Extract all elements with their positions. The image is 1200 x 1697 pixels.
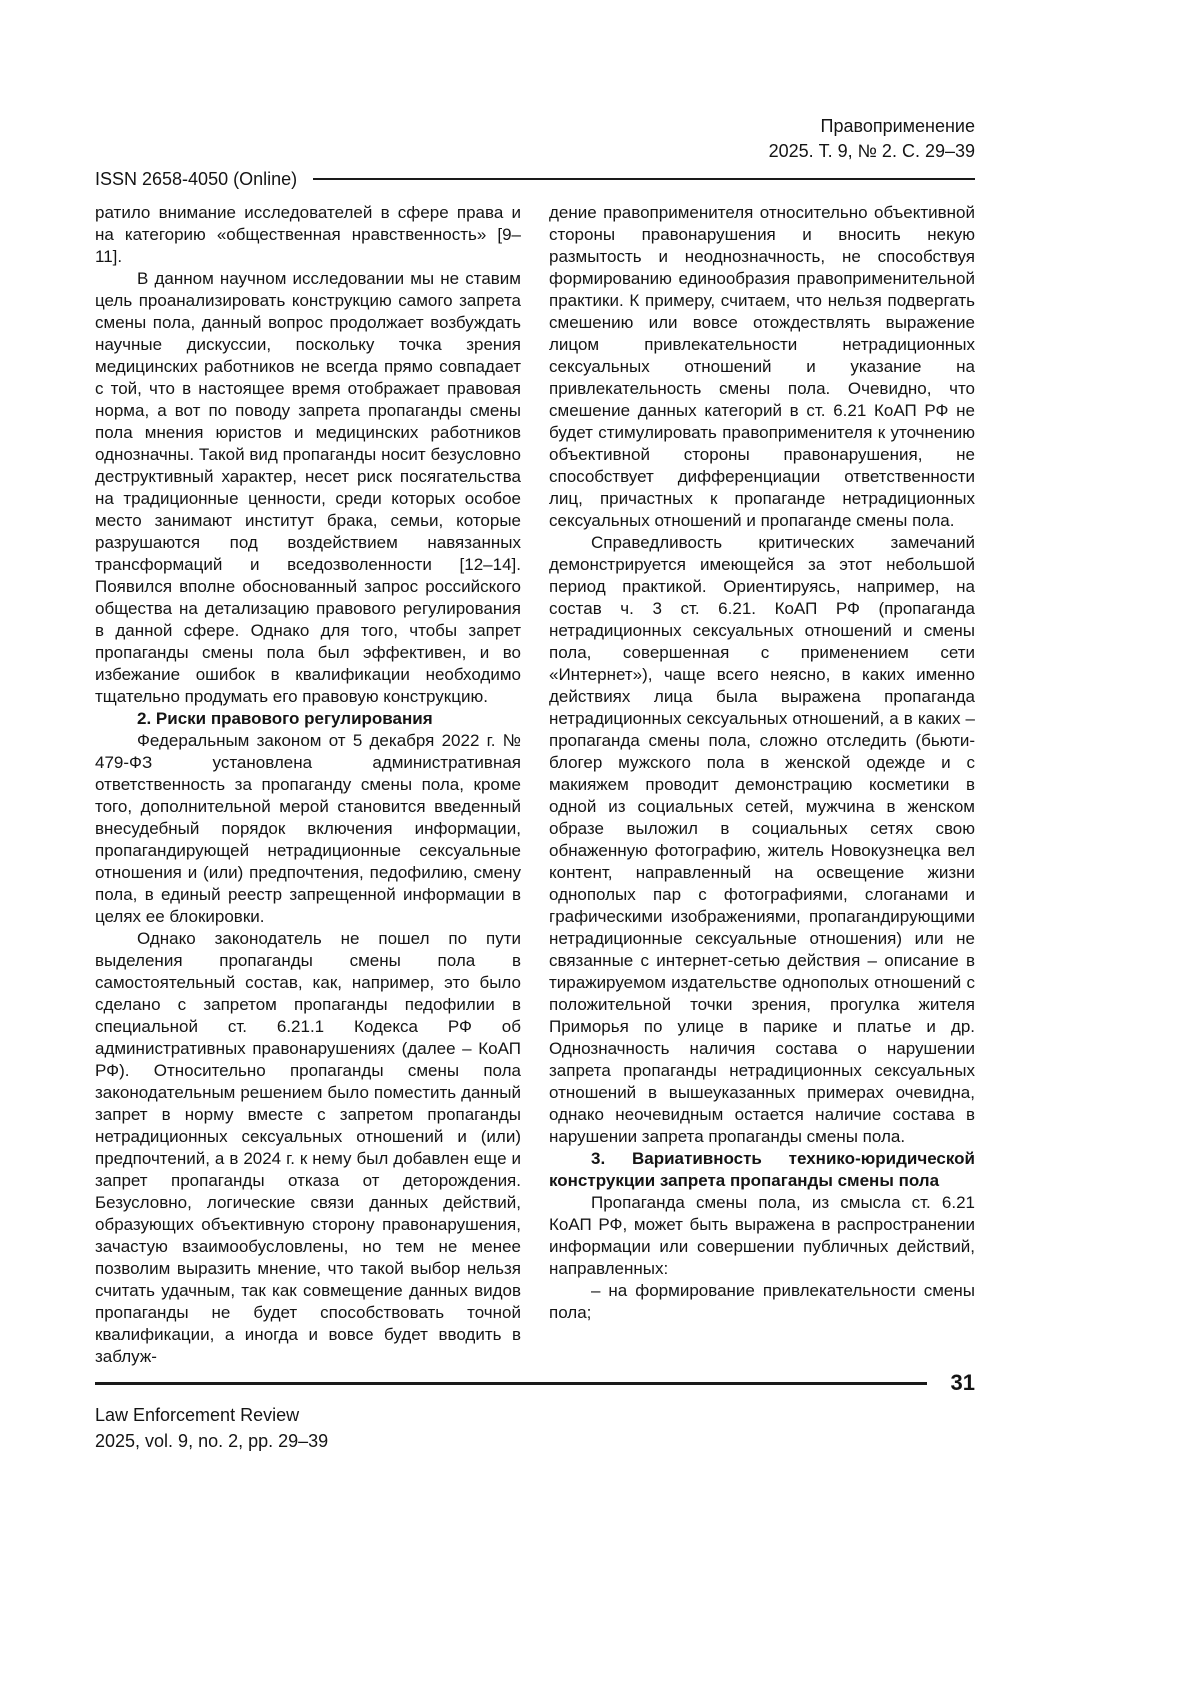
- paragraph: Пропаганда смены пола, из смысла ст. 6.21 КоАП РФ, может быть выражена в распространении информации или совершении публичных действий, направленных:: [549, 1193, 975, 1278]
- journal-title-ru: Правоприменение: [820, 116, 975, 136]
- list-item: – на формирование привлекательности смены пола;: [549, 1281, 975, 1322]
- paragraph: Однако законодатель не пошел по пути выделения пропаганды смены пола в самостоятельный состав, как, например, это было сделано с запретом пропаганды педофилии в специальной ст. 6.21.1 Кодекса РФ об административных правонарушениях (далее – КоАП РФ). Относительно пропаганды смены пола законодательным решением было поместить данный запрет в норму вместе с запретом пропаганды нетрадиционных сексуальных отношений и (или) предпочтений, а в 2024 г. к нему был добавлен еще и запрет пропаганды отказа от деторождения. Безусловно, логические связи данных действий, образующих объективную сторону правонарушения, зачастую взаимообусловлены, но тем не менее позволим выразить мнение, что такой выбор нельзя считать удачным, так как совмещение данных видов пропаганды не будет способствовать точной квалификации, а иногда и вовсе будет вводить в заблуж-: [95, 929, 521, 1366]
- section-heading-3: 3. Вариативность технико-юридической конструкции запрета пропаганды смены пола: [549, 1149, 975, 1190]
- citation-ru: 2025. Т. 9, № 2. С. 29–39: [768, 141, 975, 161]
- issn-label: ISSN 2658-4050 (Online): [95, 169, 298, 189]
- paragraph: Федеральным законом от 5 декабря 2022 г. № 479-ФЗ установлена административная ответственность за пропаганду смены пола, кроме того, дополнительной мерой становится введенный внесудебный порядок включения информации, пропагандирующей нетрадиционные сексуальные отношения и (или) предпочтения, педофилию, смену пола, в единый реестр запрещенной информации в целях ее блокировки.: [95, 731, 521, 926]
- header-rule: [313, 178, 975, 180]
- paragraph: ратило внимание исследователей в сфере права и на категорию «общественная нравственность» [9–11].: [95, 203, 521, 266]
- header-citation-block: [95, 114, 975, 164]
- paragraph: дение правоприменителя относительно объективной стороны правонарушения и вносить некую размытость и неоднозначность, не способствуя формированию единообразия правоприменительной практики. К примеру, считаем, что нельзя подвергать смешению или вовсе отождествлять выражение лицом привлекательности нетрадиционных сексуальных отношений и указание на привлекательность смены пола. Очевидно, что смешение данных категорий в ст. 6.21 КоАП РФ не будет стимулировать правоприменителя к уточнению объективной стороны правонарушения, не способствует дифференциации ответственности лиц, причастных к пропаганде нетрадиционных сексуальных отношений и пропаганде смены пола.: [549, 203, 975, 530]
- issn-row: [95, 167, 975, 191]
- left-column: [95, 202, 521, 1372]
- right-column: [549, 202, 975, 1372]
- paragraph: В данном научном исследовании мы не ставим цель проанализировать конструкцию самого запрета смены пола, данный вопрос продолжает возбуждать научные дискуссии, поскольку точка зрения медицинских работников не всегда прямо совпадает с той, что в настоящее время отображает правовая норма, а вот по поводу запрета пропаганды смены пола мнения юристов и медицинских работников однозначны. Такой вид пропаганды носит безусловно деструктивный характер, несет риск посягательства на традиционные ценности, среди которых особое место занимают институт брака, семьи, которые разрушаются под воздействием навязанных трансформаций и вседозволенности [12–14]. Появился вполне обоснованный запрос российского общества на детализацию правового регулирования в данной сфере. Однако для того, чтобы запрет пропаганды смены пола был эффективен, и во избежание ошибок в квалификации необходимо тщательно продумать его правовую конструкцию.: [95, 269, 521, 706]
- citation-en: 2025, vol. 9, no. 2, pp. 29–39: [95, 1431, 329, 1451]
- page-footer: [95, 1402, 328, 1454]
- footer-rule: [95, 1382, 927, 1385]
- page-number: 31: [950, 1370, 975, 1395]
- paragraph: Справедливость критических замечаний демонстрируется имеющейся за этот небольшой период практикой. Ориентируясь, например, на состав ч. 3 ст. 6.21. КоАП РФ (пропаганда нетрадиционных сексуальных отношений и смены пола, совершенная с применением сети «Интернет»), чаще всего неясно, в каких именно действиях лица была выражена пропаганда нетрадиционных сексуальных отношений, а в каких – пропаганда смены пола, сложно отследить (бьюти-блогер мужского пола в женской одежде и с макияжем проводит демонстрацию косметики в одной из социальных сетей, мужчина в женском образе выложил в социальных сетях свою обнаженную фотографию, житель Новокузнецка вел контент, направленный на освещение жизни однополых пар с фотографиями, слоганами и графическими изображениями, пропагандирующими нетрадиционные сексуальные отношения) или не связанные с интернет-сетью действия – описание в тиражируемом издательстве однополых отношений с положительной точки зрения, прогулка жителя Приморья по улице в парике и платье и др. Однозначность наличия состава о нарушении запрета пропаганды нетрадиционных сексуальных отношений в вышеуказанных примерах очевидна, однако неочевидным остается наличие состава в нарушении запрета пропаганды смены пола.: [549, 533, 975, 1146]
- journal-title-en: Law Enforcement Review: [95, 1405, 300, 1425]
- section-heading-2: 2. Риски правового регулирования: [137, 709, 433, 728]
- page-header: [95, 114, 975, 191]
- article-body: [95, 202, 975, 1372]
- page-bottom: [95, 1372, 975, 1394]
